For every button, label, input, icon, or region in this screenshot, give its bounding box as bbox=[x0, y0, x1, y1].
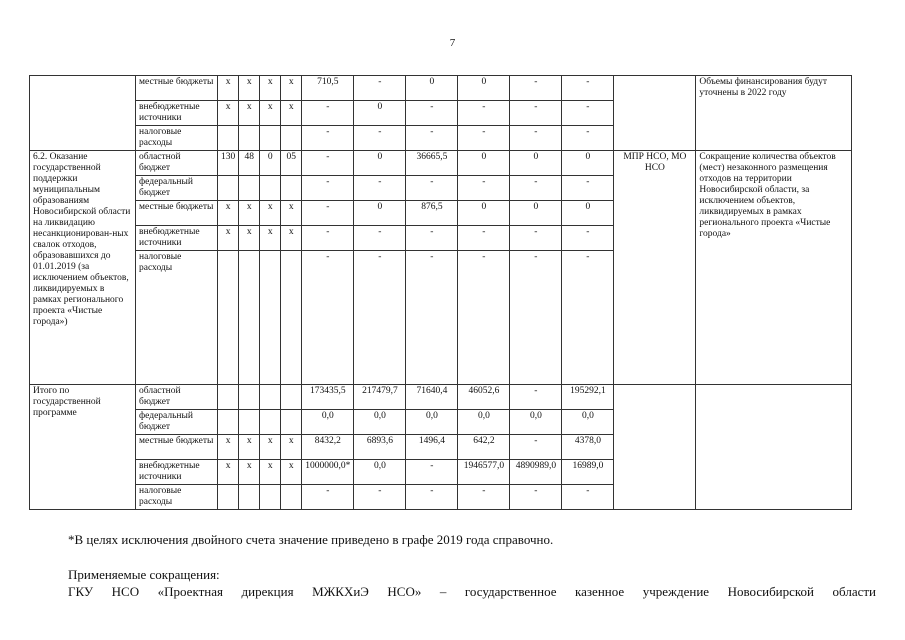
executor-cell bbox=[614, 76, 696, 151]
budget-code-cell bbox=[260, 485, 281, 510]
measure-name: Итого по государственной программе bbox=[30, 385, 136, 510]
year-value-cell: - bbox=[354, 226, 406, 251]
budget-code-cell: x bbox=[239, 201, 260, 226]
year-value-cell: - bbox=[406, 485, 458, 510]
year-value-cell: - bbox=[510, 101, 562, 126]
year-value-cell: - bbox=[302, 485, 354, 510]
executor-cell: МПР НСО, МО НСО bbox=[614, 151, 696, 385]
year-value-cell: - bbox=[562, 76, 614, 101]
year-value-cell: - bbox=[458, 485, 510, 510]
year-value-cell: - bbox=[458, 126, 510, 151]
year-value-cell: - bbox=[354, 251, 406, 385]
year-value-cell: - bbox=[458, 176, 510, 201]
year-value-cell: 0 bbox=[458, 201, 510, 226]
budget-code-cell bbox=[239, 485, 260, 510]
funding-source: областной бюджет bbox=[136, 385, 218, 410]
funding-source: областной бюджет bbox=[136, 151, 218, 176]
year-value-cell: - bbox=[510, 485, 562, 510]
year-value-cell: - bbox=[562, 251, 614, 385]
budget-code-cell: x bbox=[260, 226, 281, 251]
year-value-cell: - bbox=[562, 226, 614, 251]
budget-code-cell: 05 bbox=[281, 151, 302, 176]
budget-code-cell: 0 bbox=[260, 151, 281, 176]
budget-code-cell bbox=[281, 176, 302, 201]
year-value-cell: 0,0 bbox=[458, 410, 510, 435]
year-value-cell: 0 bbox=[354, 201, 406, 226]
year-value-cell: - bbox=[458, 101, 510, 126]
budget-code-cell bbox=[239, 251, 260, 385]
year-value-cell: 195292,1 bbox=[562, 385, 614, 410]
table-row bbox=[30, 385, 852, 410]
budget-code-cell bbox=[260, 176, 281, 201]
table-row bbox=[30, 151, 852, 176]
budget-code-cell bbox=[260, 126, 281, 151]
funding-source: местные бюджеты bbox=[136, 201, 218, 226]
funding-source: налоговые расходы bbox=[136, 485, 218, 510]
budget-code-cell bbox=[281, 385, 302, 410]
year-value-cell: 0 bbox=[354, 151, 406, 176]
year-value-cell: 8432,2 bbox=[302, 435, 354, 460]
year-value-cell: - bbox=[406, 176, 458, 201]
budget-code-cell: x bbox=[260, 201, 281, 226]
expected-result-cell: Объемы финансирования будут уточнены в 2022 году bbox=[696, 76, 852, 151]
year-value-cell: 46052,6 bbox=[458, 385, 510, 410]
year-value-cell: 710,5 bbox=[302, 76, 354, 101]
year-value-cell: - bbox=[562, 126, 614, 151]
year-value-cell: 0 bbox=[562, 151, 614, 176]
year-value-cell: 0,0 bbox=[354, 410, 406, 435]
budget-code-cell: x bbox=[239, 460, 260, 485]
year-value-cell: - bbox=[354, 126, 406, 151]
budget-code-cell: x bbox=[218, 101, 239, 126]
budget-code-cell bbox=[281, 251, 302, 385]
year-value-cell: 0 bbox=[458, 151, 510, 176]
year-value-cell: - bbox=[510, 76, 562, 101]
year-value-cell: - bbox=[406, 226, 458, 251]
abbreviations-heading: Применяемые сокращения: bbox=[68, 567, 220, 582]
budget-code-cell: x bbox=[239, 76, 260, 101]
year-value-cell: - bbox=[510, 385, 562, 410]
year-value-cell: - bbox=[302, 101, 354, 126]
budget-code-cell bbox=[218, 126, 239, 151]
year-value-cell: 0 bbox=[354, 101, 406, 126]
budget-code-cell bbox=[281, 485, 302, 510]
year-value-cell: - bbox=[302, 126, 354, 151]
budget-code-cell bbox=[260, 410, 281, 435]
funding-source: местные бюджеты bbox=[136, 76, 218, 101]
budget-code-cell: x bbox=[260, 76, 281, 101]
budget-code-cell bbox=[239, 385, 260, 410]
year-value-cell: - bbox=[354, 76, 406, 101]
budget-code-cell bbox=[218, 410, 239, 435]
footnote: *В целях исключения двойного счета значение приведено в графе 2019 года справочно. bbox=[68, 532, 554, 547]
year-value-cell: - bbox=[302, 201, 354, 226]
year-value-cell: - bbox=[562, 176, 614, 201]
budget-code-cell: x bbox=[218, 76, 239, 101]
year-value-cell: - bbox=[510, 126, 562, 151]
budget-code-cell: x bbox=[218, 460, 239, 485]
year-value-cell: - bbox=[406, 460, 458, 485]
year-value-cell: 1000000,0* bbox=[302, 460, 354, 485]
year-value-cell: - bbox=[458, 226, 510, 251]
measure-name: 6.2. Оказание государственной поддержки муниципальным образованиям Новосибирской области на ликвидацию несанкционирован-ных свалок отходов, образовавшихся до 01.01.2019 (за исключением объектов, ликвидируемых в рамках регионального проекта «Чистые города») bbox=[30, 151, 136, 385]
funding-source: налоговые расходы bbox=[136, 126, 218, 151]
budget-code-cell: x bbox=[260, 460, 281, 485]
year-value-cell: - bbox=[562, 485, 614, 510]
budget-code-cell: x bbox=[281, 435, 302, 460]
financing-table bbox=[29, 75, 852, 510]
year-value-cell: 4890989,0 bbox=[510, 460, 562, 485]
year-value-cell: 0,0 bbox=[562, 410, 614, 435]
year-value-cell: 0,0 bbox=[510, 410, 562, 435]
year-value-cell: 173435,5 bbox=[302, 385, 354, 410]
year-value-cell: - bbox=[302, 226, 354, 251]
year-value-cell: - bbox=[510, 226, 562, 251]
budget-code-cell bbox=[218, 176, 239, 201]
year-value-cell: - bbox=[510, 251, 562, 385]
funding-source: федеральный бюджет bbox=[136, 176, 218, 201]
funding-source: местные бюджеты bbox=[136, 435, 218, 460]
year-value-cell: - bbox=[510, 176, 562, 201]
budget-code-cell: x bbox=[239, 435, 260, 460]
funding-source: внебюджетные источники bbox=[136, 101, 218, 126]
year-value-cell: 642,2 bbox=[458, 435, 510, 460]
abbreviation-line: ГКУ НСО «Проектная дирекция МЖКХиЭ НСО» – государственное казенное учреждение Новосибирской области bbox=[68, 584, 876, 599]
year-value-cell: 16989,0 bbox=[562, 460, 614, 485]
budget-code-cell: x bbox=[281, 76, 302, 101]
year-value-cell: 0,0 bbox=[406, 410, 458, 435]
year-value-cell: 71640,4 bbox=[406, 385, 458, 410]
budget-code-cell bbox=[218, 385, 239, 410]
budget-code-cell bbox=[218, 485, 239, 510]
year-value-cell: 0 bbox=[510, 151, 562, 176]
year-value-cell: 1496,4 bbox=[406, 435, 458, 460]
year-value-cell: 1946577,0 bbox=[458, 460, 510, 485]
year-value-cell: - bbox=[302, 251, 354, 385]
year-value-cell: 0 bbox=[458, 76, 510, 101]
budget-code-cell: 48 bbox=[239, 151, 260, 176]
year-value-cell: 0,0 bbox=[302, 410, 354, 435]
budget-code-cell bbox=[260, 385, 281, 410]
year-value-cell: 36665,5 bbox=[406, 151, 458, 176]
year-value-cell: - bbox=[302, 176, 354, 201]
year-value-cell: - bbox=[302, 151, 354, 176]
year-value-cell: 217479,7 bbox=[354, 385, 406, 410]
budget-code-cell bbox=[281, 410, 302, 435]
budget-code-cell bbox=[260, 251, 281, 385]
budget-code-cell: x bbox=[218, 201, 239, 226]
page-number: 7 bbox=[449, 37, 456, 49]
year-value-cell: - bbox=[354, 176, 406, 201]
budget-code-cell: x bbox=[281, 226, 302, 251]
budget-code-cell: x bbox=[239, 101, 260, 126]
year-value-cell: - bbox=[406, 126, 458, 151]
budget-code-cell: x bbox=[281, 101, 302, 126]
funding-source: внебюджетные источники bbox=[136, 226, 218, 251]
funding-source: внебюджетные источники bbox=[136, 460, 218, 485]
budget-code-cell: x bbox=[218, 226, 239, 251]
measure-name bbox=[30, 76, 136, 151]
budget-code-cell: x bbox=[239, 226, 260, 251]
budget-code-cell: x bbox=[281, 460, 302, 485]
budget-code-cell: x bbox=[260, 435, 281, 460]
funding-source: федеральный бюджет bbox=[136, 410, 218, 435]
year-value-cell: - bbox=[354, 485, 406, 510]
budget-code-cell bbox=[239, 410, 260, 435]
budget-code-cell bbox=[239, 126, 260, 151]
year-value-cell: 4378,0 bbox=[562, 435, 614, 460]
budget-code-cell: 130 bbox=[218, 151, 239, 176]
budget-code-cell: x bbox=[281, 201, 302, 226]
budget-code-cell bbox=[239, 176, 260, 201]
year-value-cell: - bbox=[406, 251, 458, 385]
budget-code-cell bbox=[218, 251, 239, 385]
executor-cell bbox=[614, 385, 696, 510]
year-value-cell: 0,0 bbox=[354, 460, 406, 485]
expected-result-cell bbox=[696, 385, 852, 510]
year-value-cell: 0 bbox=[510, 201, 562, 226]
funding-source: налоговые расходы bbox=[136, 251, 218, 385]
year-value-cell: - bbox=[406, 101, 458, 126]
table-row bbox=[30, 76, 852, 101]
year-value-cell: 0 bbox=[406, 76, 458, 101]
year-value-cell: 876,5 bbox=[406, 201, 458, 226]
budget-code-cell: x bbox=[218, 435, 239, 460]
expected-result-cell: Сокращение количества объектов (мест) незаконного размещения отходов на территории Новосибирской области, за исключением объектов, ликвидируемых в рамках регионального проекта «Чистые города» bbox=[696, 151, 852, 385]
year-value-cell: - bbox=[510, 435, 562, 460]
year-value-cell: - bbox=[458, 251, 510, 385]
budget-code-cell bbox=[281, 126, 302, 151]
year-value-cell: - bbox=[562, 101, 614, 126]
year-value-cell: 6893,6 bbox=[354, 435, 406, 460]
budget-code-cell: x bbox=[260, 101, 281, 126]
year-value-cell: 0 bbox=[562, 201, 614, 226]
